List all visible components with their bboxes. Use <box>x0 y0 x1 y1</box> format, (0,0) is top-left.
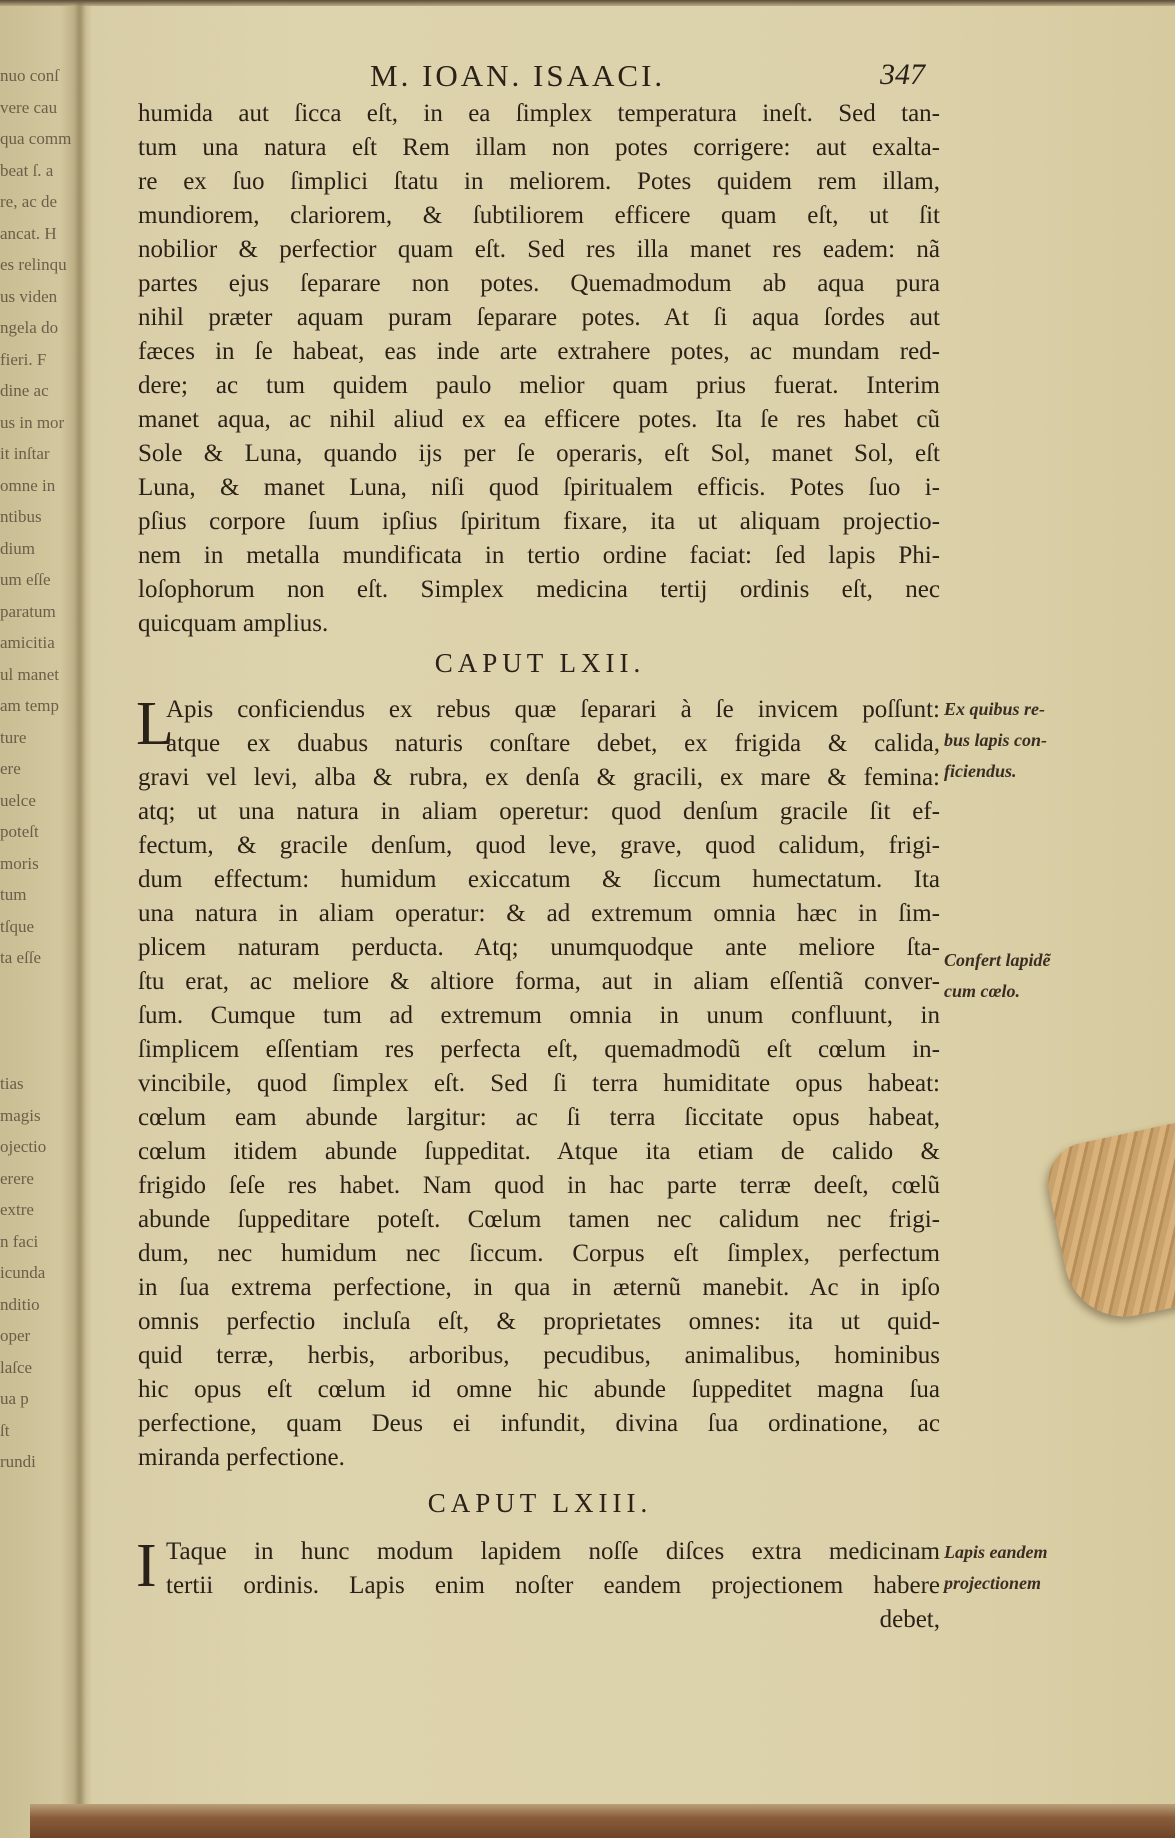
text-line: fectum, & gracile denſum, quod leve, grave, quod calidum, frigi- <box>138 832 940 859</box>
margin-note-line: Lapis eandem <box>944 1542 1048 1562</box>
facing-page-fragment: am temp <box>0 696 60 715</box>
facing-page-fragment: um eſſe <box>0 570 51 589</box>
text-line: loſophorum non eſt. Simplex medicina tertij ordinis eſt, nec <box>138 576 940 603</box>
facing-page-fragment: nuo conſ <box>0 66 60 85</box>
text-line: nobilior & perfectior quam eſt. Sed res illa manet res eadem: nã <box>138 236 940 263</box>
text-line: tum una natura eſt Rem illam non potes corrigere: aut exalta- <box>138 134 940 161</box>
facing-page-fragment: es relinqu <box>0 255 67 274</box>
text-line: plicem naturam perducta. Atq; unumquodque ante meliore ſta- <box>138 934 940 961</box>
facing-page-fragment: fieri. F <box>0 349 47 369</box>
facing-page-fragment: qua comm <box>0 129 72 148</box>
facing-page-fragment: us viden <box>0 286 58 306</box>
text-line: frigido ſeſe res habet. Nam quod in hac parte terræ deeſt, cœlũ <box>138 1172 940 1199</box>
text-line: perfectione, quam Deus ei infundit, divina ſua ordinatione, ac <box>138 1410 940 1437</box>
facing-page-fragment: ua p <box>0 1389 29 1408</box>
margin-note <box>944 945 1051 1007</box>
facing-page-fragment: tum <box>0 885 27 904</box>
facing-page-fragment: n faci <box>0 1231 39 1251</box>
text-line: miranda perfectione. <box>138 1444 345 1471</box>
facing-page-fragment: us in mor <box>0 412 65 432</box>
facing-page-fragment: ta eſſe <box>0 948 42 967</box>
facing-page-fragment: vere cau <box>0 97 58 117</box>
chapter-heading-63: CAPUT LXIII. <box>427 1488 653 1518</box>
text-line: humida aut ſicca eſt, in ea ſimplex temperatura ineſt. Sed tan- <box>138 100 940 127</box>
text-line: in ſua extrema perfectione, in qua in æternũ manebit. Ac in ipſo <box>138 1274 940 1301</box>
facing-page-fragment <box>0 974 80 1006</box>
facing-page-fragment: poteſt <box>0 822 39 841</box>
facing-page-fragment: amicitia <box>0 633 55 652</box>
text-line: hic opus eſt cœlum id omne hic abunde ſuppeditet magna ſua <box>138 1376 940 1403</box>
facing-page-fragment: rundi <box>0 1452 36 1471</box>
text-line: quicquam amplius. <box>138 610 329 637</box>
text-line: vincibile, quod ſimplex eſt. Sed ſi terra humiditate opus habeat: <box>138 1070 940 1097</box>
text-line: Sole & Luna, quando ijs per ſe operaris, eſt Sol, manet Sol, eſt <box>138 440 940 467</box>
facing-page-fragment: ere <box>0 759 21 778</box>
facing-page-fragment: ancat. H <box>0 223 57 243</box>
text-line: pſius corpore ſuum ipſius ſpiritum fixare, ita ut aliquam projectio- <box>138 508 940 535</box>
text-line: cœlum eam abunde largitur: ac ſi terra ſiccitate opus habeat, <box>138 1104 940 1131</box>
page-number: 347 <box>880 58 925 91</box>
facing-page-fragment: paratum <box>0 601 56 621</box>
facing-page-fragment: ngela do <box>0 318 59 337</box>
text-line: mundiorem, clariorem, & ſubtiliorem efficere quam eſt, ut ſit <box>138 202 940 229</box>
chapter-62-text <box>136 690 940 1475</box>
text-line: Apis conficiendus ex rebus quæ ſeparari à ſe invicem poſſunt: <box>166 696 940 723</box>
chapter-63-text <box>136 1532 940 1637</box>
margin-note-line: Confert lapidẽ <box>944 950 1051 970</box>
text-line: ſum. Cumque tum ad extremum omnia in unum confluunt, in <box>138 1002 940 1029</box>
text-line: dum, nec humidum nec ſiccum. Corpus eſt ſimplex, perfectum <box>138 1240 940 1267</box>
text-line: manet aqua, ac nihil aliud ex ea efficere potes. Ita ſe res habet cũ <box>138 406 940 433</box>
text-line: gravi vel levi, alba & rubra, ex denſa & gracili, ex mare & femina: <box>138 764 940 791</box>
facing-page-fragment: omne in <box>0 475 56 495</box>
text-line: debet, <box>879 1606 940 1633</box>
text-line: nem in metalla mundificata in tertio ordine faciat: ſed lapis Phi- <box>138 542 940 569</box>
page-bottom-edge <box>30 1804 1175 1838</box>
facing-page-fragment: moris <box>0 853 39 873</box>
text-line: una natura in aliam operatur: & ad extremum omnia hæc in ſim- <box>138 900 940 927</box>
text-line: fæces in ſe habeat, eas inde arte extrahere potes, ac mundam red- <box>138 338 940 365</box>
facing-page-fragment: ul manet <box>0 664 60 684</box>
facing-page-fragment <box>0 1037 80 1069</box>
margin-note-line: Ex quibus re- <box>944 699 1046 719</box>
facing-page-fragment: icunda <box>0 1263 46 1282</box>
text-line: Luna, & manet Luna, niſi quod ſpiritualem efficis. Potes ſuo i- <box>138 474 940 501</box>
facing-page-fragment: ntibus <box>0 507 42 526</box>
drop-cap: I <box>136 1532 157 1600</box>
facing-page-fragment: magis <box>0 1105 41 1125</box>
chapter-heading-62: CAPUT LXII. <box>434 648 646 678</box>
text-line: partes ejus ſeparare non potes. Quemadmodum ab aqua pura <box>138 270 940 297</box>
text-line: tertii ordinis. Lapis enim noſter eandem projectionem habere <box>166 1572 940 1599</box>
text-line: Taque in hunc modum lapidem noſſe diſces extra medicinam <box>166 1538 940 1565</box>
paragraph-continued <box>138 97 940 641</box>
text-line: dere; ac tum quidem paulo melior quam prius fuerat. Interim <box>138 372 940 399</box>
text-line: ſtu erat, ac meliore & altiore forma, aut in aliam eſſentiã conver- <box>138 968 940 995</box>
facing-page-fragment: uelce <box>0 790 36 810</box>
margin-note-line: ficiendus. <box>944 761 1017 781</box>
facing-page-fragment: ture <box>0 727 27 747</box>
facing-page-fragment: nditio <box>0 1294 40 1314</box>
margin-note <box>944 1537 1048 1599</box>
facing-page-fragment: laſce <box>0 1357 33 1377</box>
text-line: abunde ſuppeditare poteſt. Cœlum tamen nec calidum nec frigi- <box>138 1206 940 1233</box>
facing-page-fragment: dine ac <box>0 381 49 400</box>
facing-page-fragment: ſt <box>0 1420 10 1440</box>
text-line: re ex ſuo ſimplici ſtatu in meliorem. Potes quidem rem illam, <box>138 168 940 195</box>
text-line: nihil præter aquam puram ſeparare potes. At ſi aqua ſordes aut <box>138 304 940 331</box>
facing-page-fragment: beat ſ. a <box>0 160 54 180</box>
facing-page-fragment <box>0 1005 80 1037</box>
text-line: omnis perfectio incluſa eſt, & proprietates omnes: ita ut quid- <box>138 1308 940 1335</box>
facing-page-fragment: it inſtar <box>0 444 50 463</box>
facing-page-fragments <box>0 60 80 1478</box>
text-line: quid terræ, herbis, arboribus, pecudibus, animalibus, hominibus <box>138 1342 940 1369</box>
running-title: M. IOAN. ISAACI. <box>370 58 666 93</box>
margin-note-line: cum cœlo. <box>944 981 1020 1001</box>
page-top-edge <box>0 0 1175 6</box>
wooden-page-holder <box>1041 1122 1175 1327</box>
facing-page-fragment: erere <box>0 1168 34 1188</box>
text-line: dum effectum: humidum exiccatum & ſiccum humectatum. Ita <box>138 866 940 893</box>
facing-page-fragment: extre <box>0 1200 34 1219</box>
text-line: ſimplicem eſſentiam res perfecta eſt, quemadmodũ eſt cœlum in- <box>138 1036 940 1063</box>
margin-note <box>944 694 1047 787</box>
facing-page-fragment: tſque <box>0 916 34 936</box>
margin-note-line: projectionem <box>944 1573 1041 1593</box>
facing-page-fragment: oper <box>0 1326 31 1345</box>
text-line: atq; ut una natura in aliam operetur: quod denſum gracile ſit ef- <box>138 798 940 825</box>
facing-page-fragment: tias <box>0 1074 24 1093</box>
facing-page-fragment: re, ac de <box>0 192 58 211</box>
facing-page-fragment: dium <box>0 538 35 558</box>
margin-note-line: bus lapis con- <box>944 730 1048 750</box>
text-line: atque ex duabus naturis conſtare debet, ex frigida & calida, <box>166 730 940 757</box>
facing-page-fragment: ojectio <box>0 1137 47 1156</box>
text-line: cœlum itidem abunde ſuppeditat. Atque ita etiam de calido & <box>138 1138 940 1165</box>
drop-cap: L <box>136 690 174 758</box>
